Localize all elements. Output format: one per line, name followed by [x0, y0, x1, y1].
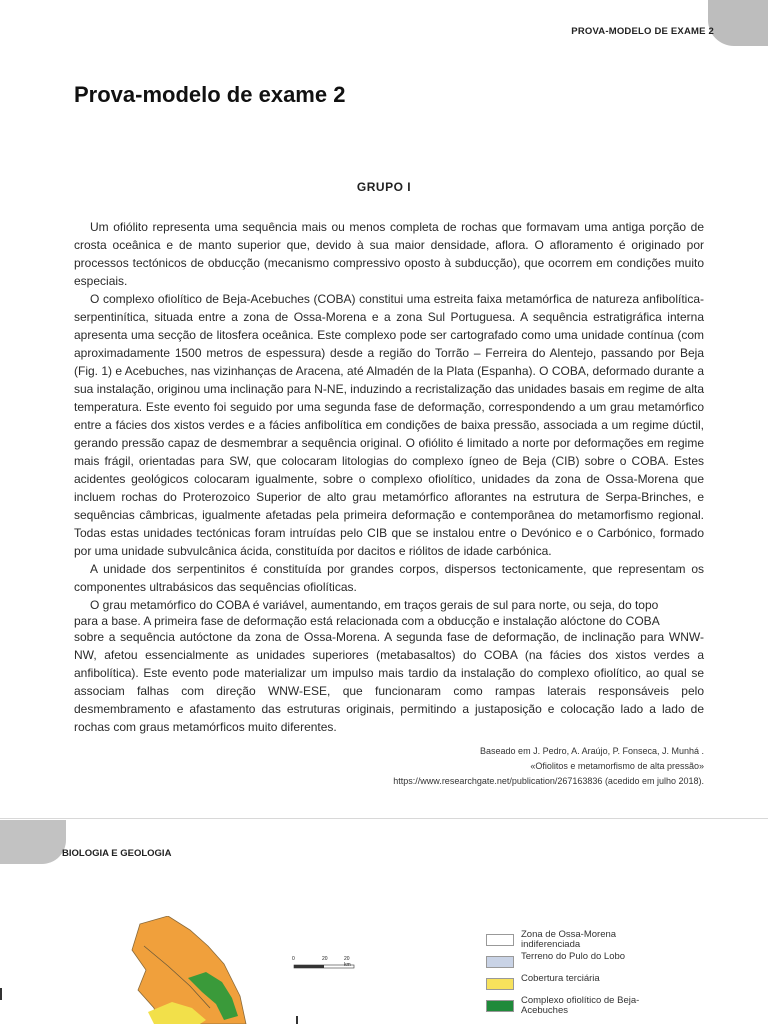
source-url[interactable]: https://www.researchgate.net/publication/267163836 (acedido em julho 2018).: [393, 776, 704, 786]
scale-tick-km: 20 km: [344, 956, 351, 968]
source-authors: Baseado em J. Pedro, A. Araújo, P. Fonseca, J. Munhá .: [480, 746, 704, 756]
geologic-map: [128, 916, 248, 1024]
paragraph-continued: sobre a sequência autóctone da zona de Ossa-Morena. A segunda fase de deformação, de inclinação para WNW-NW, afetou essencialmente as unidades superiores (metabasaltos) do COBA (na fácies dos xistos verdes a anfibolítica). Este evento pode materializar um impulso mais tardio da instalação do complexo ofiolítico, ao qual se associam falhas com direção WNW-ESE, que funcionaram como rampas laterais responsáveis pelo desmembramento e afastamento das estruturas originais, permitindo a justaposição e colocação lado a lado de rochas com graus metamórficos muito diferentes.: [74, 630, 704, 734]
legend-label: Cobertura terciária: [521, 973, 600, 984]
legend-swatch: [486, 978, 514, 990]
paragraph: O grau metamórfico do COBA é variável, aumentando, em traços gerais de sul para norte, ou seja, do topo: [90, 598, 659, 612]
legend-swatch: [486, 956, 514, 968]
edge-mark: [0, 988, 2, 1000]
map-scale-bar: [292, 956, 356, 972]
body-text: [74, 218, 704, 614]
page-title: Prova-modelo de exame 2: [74, 82, 346, 107]
paragraph: Um ofiólito representa uma sequência mais ou menos completa de rochas que formavam uma antiga porção de crosta oceânica e de manto superior que, devido à sua maior densidade, aflora. O afloramento é originado por processos tectónicos de obducção (mecanismo compressivo oposto à subducção), que ocorrem em condições muito especiais.: [74, 220, 704, 288]
page-break: [0, 818, 768, 819]
paragraph: O complexo ofiolítico de Beja-Acebuches (COBA) constitui uma estreita faixa metamórfica de natureza anfibolítica-serpentinítica, situada entre a zona de Ossa-Morena e a zona Sul Portuguesa. A sequência estratigráfica interna apresenta uma secção de litosfera oceânica. Este complexo pode ser cartografado como uma unidade contínua (com aproximadamente 1500 metros de espessura) desde a região do Torrão – Ferreira do Alentejo, passando por Beja (Fig. 1) e Acebuches, nas vizinhanças de Aracena, até Almadén de la Plata (Espanha). O COBA, deformado durante a sua instalação, originou uma inclinação para N-NE, induzindo a recristalização das unidades basais em regime de alta temperatura. Este evento foi seguido por uma segunda fase de deformação, correspondendo a um grau metamórfico entre a fácies dos xistos verdes e a fácies anfibolítica em condições de baixa pressão, associada a um regime dúctil, gerando pressão capaz de desmembrar a sequência original. O ofiólito é limitado a norte por deformações em regime mais frágil, orientadas para SW, que colocaram litologias do complexo ígneo de Beja (CIB) sobre o COBA. Estes acidentes geológicos colocaram igualmente, sobre o complexo ofiolítico, unidades da zona de Ossa-Morena que incluem rochas do Proterozoico Superior de alto grau metamórfico aflorantes na estrutura de Serpa-Brinches, e sequências câmbricas, igualmente afetadas pela primeira deformação e contemporânea do metamorfismo regional. Todas estas unidades tectónicas foram intruídas pelo CIB que se instalou entre o Devónico e o Carbónico, formado por uma unidade subvulcânica ácida, constituída por dacitos e riólitos de idade carbónica.: [74, 292, 704, 558]
legend-swatch: [486, 934, 514, 946]
legend-label: Complexo ofiolítico de Beja-Acebuches: [521, 995, 640, 1016]
source-citation: [393, 744, 704, 789]
page-corner-tab-left: [0, 820, 66, 864]
paragraph: A unidade dos serpentinitos é constituída por grandes corpos, dispersos tectonicamente, que representam os componentes ultrabásicos das sequências ofiolíticas.: [74, 562, 704, 594]
scale-tick-0: 0: [292, 956, 295, 962]
group-heading: GRUPO I: [356, 180, 412, 194]
legend-swatch: [486, 1000, 514, 1012]
source-title: «Ofiolitos e metamorfismo de alta pressão»: [530, 761, 704, 771]
scale-tick-20: 20: [322, 956, 328, 962]
legend-label: Zona de Ossa-Morena indiferenciada: [521, 929, 617, 950]
page-corner-tab: [708, 0, 768, 46]
running-head: PROVA-MODELO DE EXAME 2: [571, 26, 714, 37]
edge-mark: [296, 1016, 298, 1024]
subject-running-head: BIOLOGIA E GEOLOGIA: [62, 848, 172, 859]
overlapped-text-line: para a base. A primeira fase de deformação está relacionada com a obducção e instalação alóctone do COBA: [74, 614, 660, 628]
legend-label: Terreno do Pulo do Lobo: [521, 951, 626, 962]
